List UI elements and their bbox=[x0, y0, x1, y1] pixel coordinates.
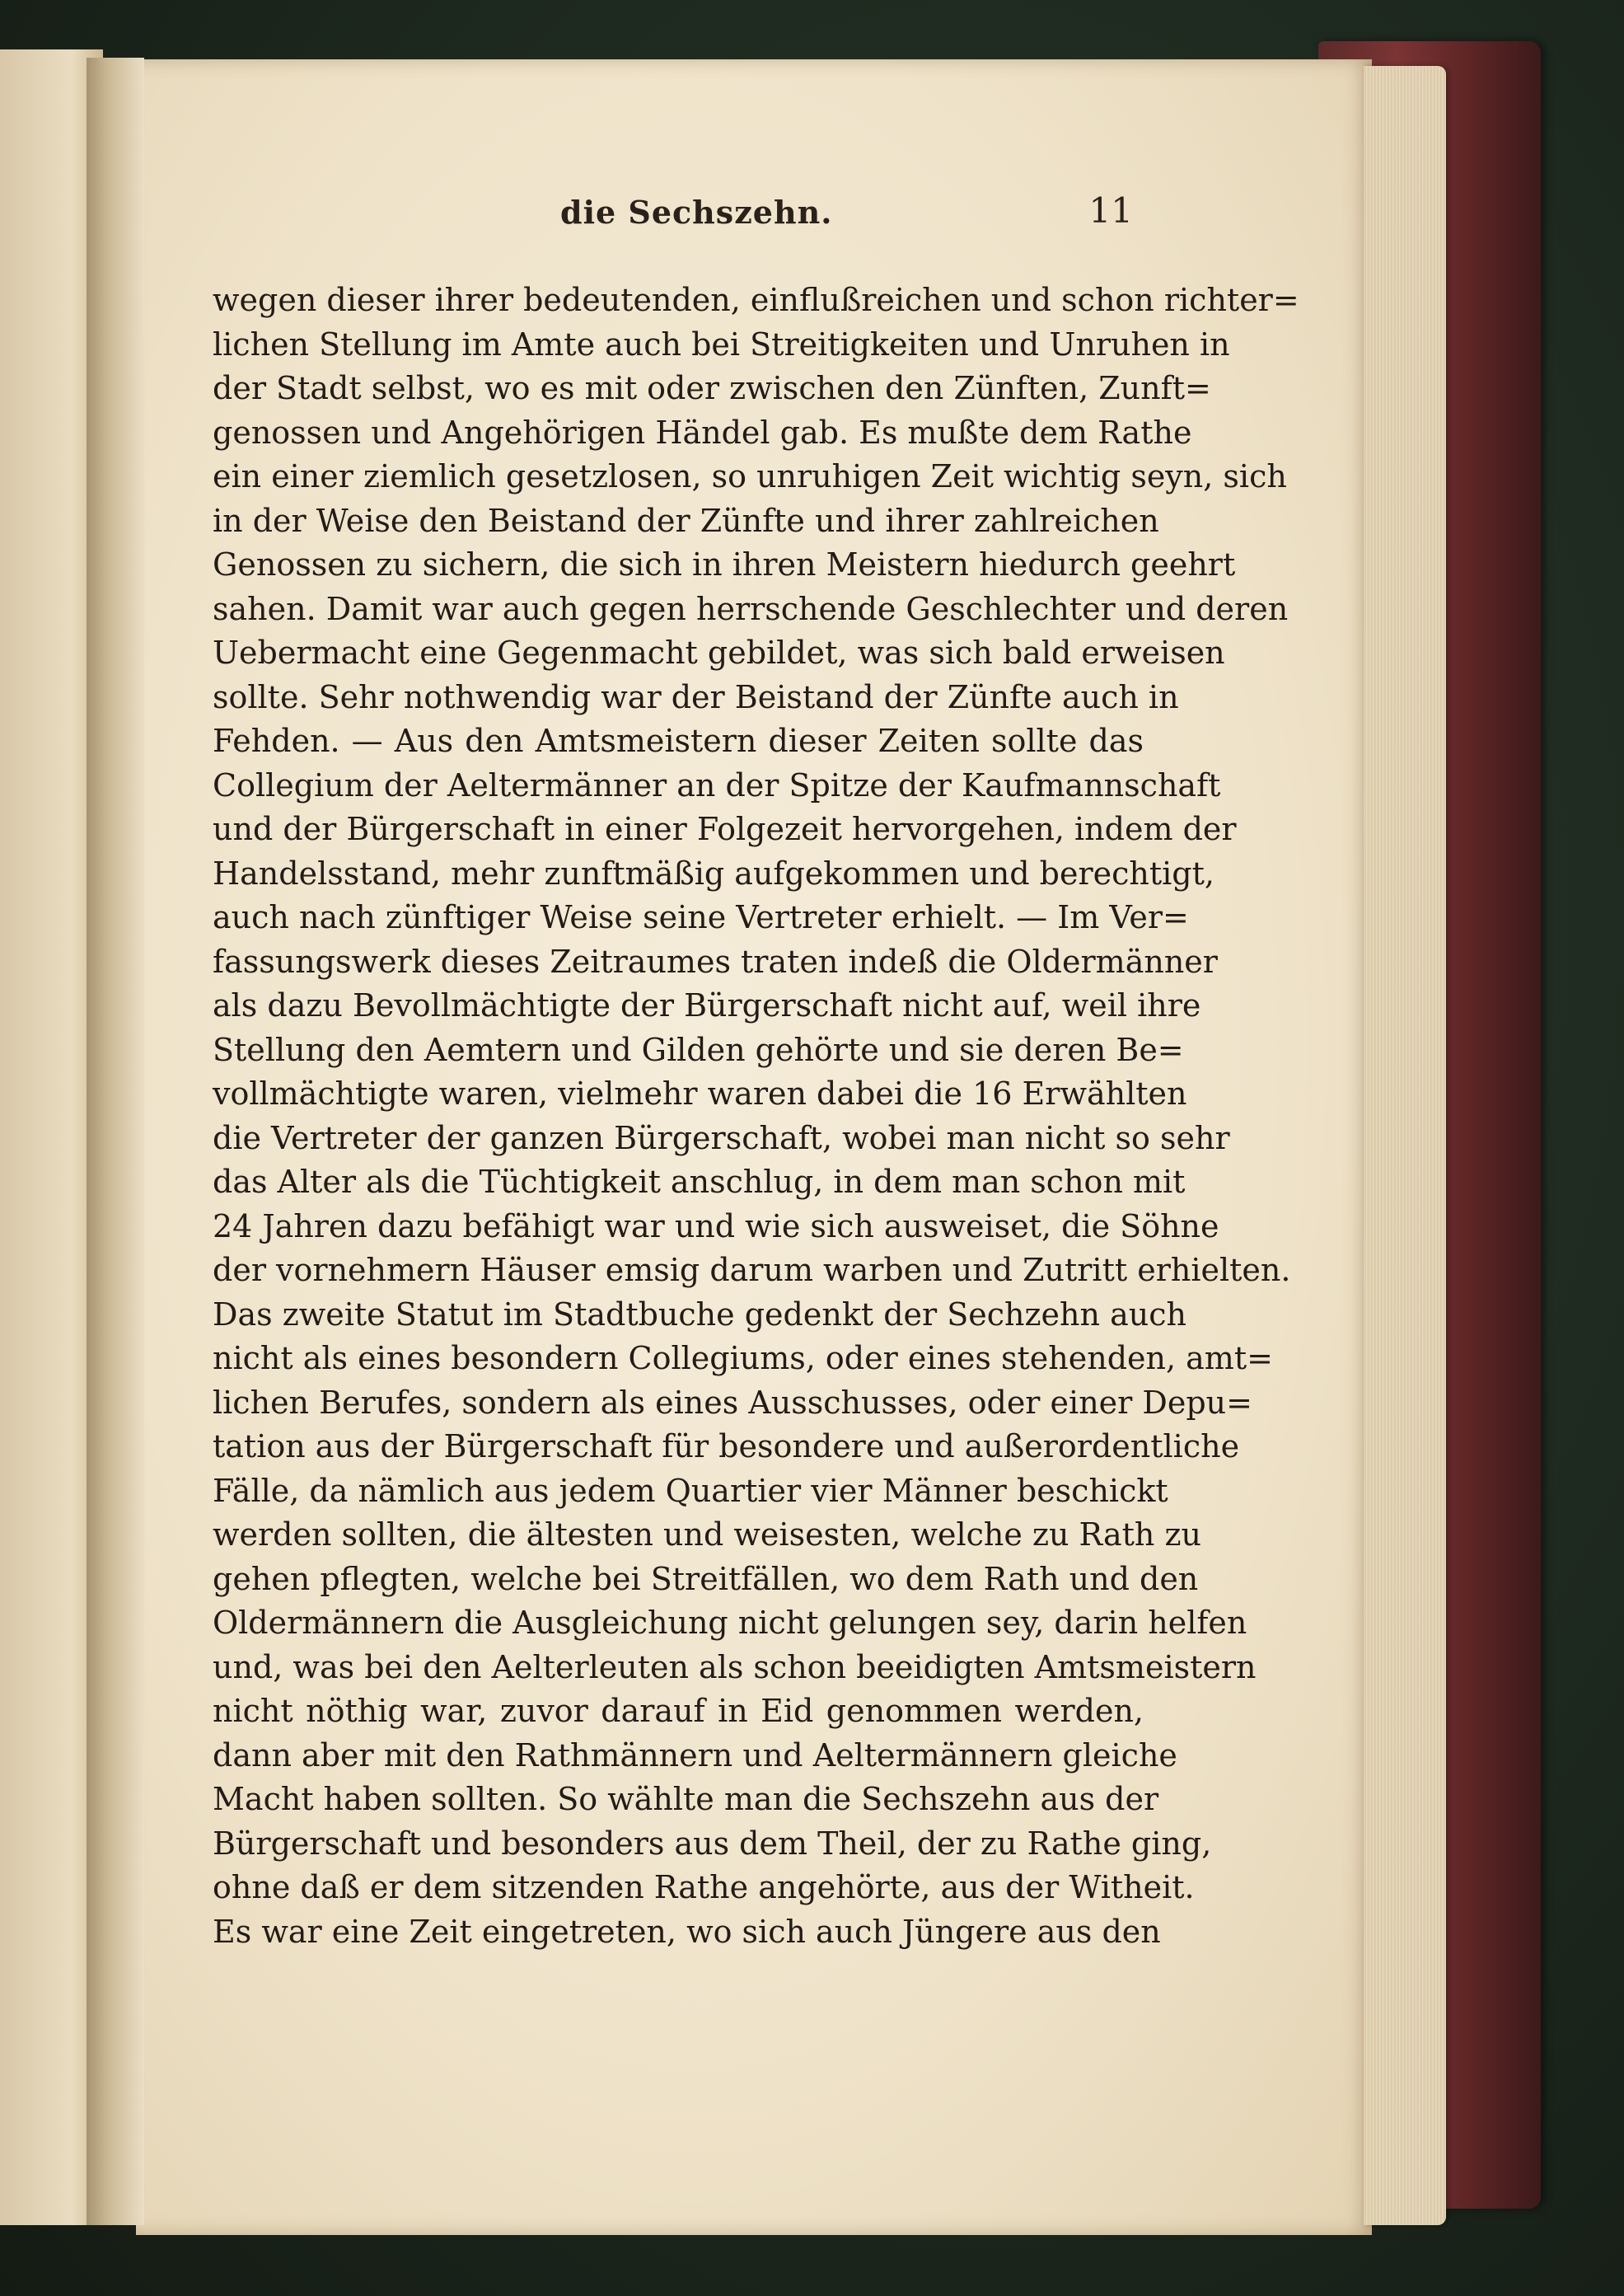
text-line: Oldermännern die Ausgleichung nicht gelungen sey, darin helfen bbox=[213, 1605, 1247, 1641]
text-line: genossen und Angehörigen Händel gab. Es mußte dem Rathe bbox=[213, 414, 1192, 451]
text-line: und, was bei den Aelterleuten als schon beeidigten Amtsmeistern bbox=[213, 1648, 1257, 1685]
text-line: tation aus der Bürgerschaft für besondere und außerordentliche bbox=[213, 1428, 1240, 1464]
text-line: das Alter als die Tüchtigkeit anschlug, in dem man schon mit bbox=[213, 1164, 1186, 1200]
text-line: Macht haben sollten. So wählte man die Sechszehn aus der bbox=[213, 1781, 1159, 1817]
text-line: wegen dieser ihrer bedeutenden, einflußreichen und schon richter= bbox=[213, 282, 1299, 318]
text-line: Stellung den Aemtern und Gilden gehörte und sie deren Be= bbox=[213, 1031, 1184, 1068]
page-number: 11 bbox=[1088, 190, 1133, 231]
text-line: Genossen zu sichern, die sich in ihren Meistern hiedurch geehrt bbox=[213, 546, 1236, 583]
text-line: nicht nöthig war, zuvor darauf in Eid genommen werden, bbox=[213, 1693, 1144, 1729]
page-stack-edges bbox=[1364, 66, 1446, 2225]
text-line: gehen pflegten, welche bei Streitfällen, wo dem Rath und den bbox=[213, 1560, 1199, 1597]
text-line: sahen. Damit war auch gegen herrschende Geschlechter und deren bbox=[213, 590, 1289, 627]
text-line: als dazu Bevollmächtigte der Bürgerschaft nicht auf, weil ihre bbox=[213, 987, 1201, 1024]
page-gutter bbox=[87, 58, 144, 2225]
text-line: Bürgerschaft und besonders aus dem Theil, der zu Rathe ging, bbox=[213, 1825, 1212, 1862]
text-line: lichen Stellung im Amte auch bei Streitigkeiten und Unruhen in bbox=[213, 326, 1230, 363]
text-line: Fehden. — Aus den Amtsmeistern dieser Zeiten sollte das bbox=[213, 723, 1144, 759]
text-line: Collegium der Aeltermänner an der Spitze der Kaufmannschaft bbox=[213, 766, 1221, 804]
running-title: die Sechszehn. bbox=[560, 194, 833, 231]
text-line: fassungswerk dieses Zeitraumes traten indeß die Oldermänner bbox=[213, 943, 1218, 980]
text-line: ohne daß er dem sitzenden Rathe angehörte, aus der Witheit. bbox=[213, 1869, 1195, 1905]
text-line: ein einer ziemlich gesetzlosen, so unruhigen Zeit wichtig seyn, sich bbox=[213, 458, 1287, 494]
text-line: und der Bürgerschaft in einer Folgezeit hervorgehen, indem der bbox=[213, 811, 1237, 847]
text-line: dann aber mit den Rathmännern und Aeltermännern gleiche bbox=[213, 1736, 1177, 1774]
text-line: der vornehmern Häuser emsig darum warben und Zutritt erhielten. bbox=[213, 1252, 1291, 1288]
text-line: lichen Berufes, sondern als eines Ausschusses, oder einer Depu= bbox=[213, 1384, 1252, 1421]
text-line: auch nach zünftiger Weise seine Vertreter erhielt. — Im Ver= bbox=[213, 899, 1189, 935]
text-line: Handelsstand, mehr zunftmäßig aufgekommen und berechtigt, bbox=[213, 855, 1214, 892]
text-line: Uebermacht eine Gegenmacht gebildet, was sich bald erweisen bbox=[213, 635, 1225, 671]
text-line: der Stadt selbst, wo es mit oder zwischen den Zünften, Zunft= bbox=[213, 370, 1211, 406]
body-text bbox=[213, 279, 1299, 1954]
text-line: vollmächtigte waren, vielmehr waren dabei die 16 Erwählten bbox=[213, 1075, 1187, 1112]
text-line: werden sollten, die ältesten und weisesten, welche zu Rath zu bbox=[213, 1516, 1201, 1553]
text-line: nicht als eines besondern Collegiums, oder eines stehenden, amt= bbox=[213, 1340, 1273, 1376]
text-line: die Vertreter der ganzen Bürgerschaft, wobei man nicht so sehr bbox=[213, 1119, 1230, 1156]
text-line: Fälle, da nämlich aus jedem Quartier vier Männer beschickt bbox=[213, 1472, 1168, 1509]
text-line: sollte. Sehr nothwendig war der Beistand der Zünfte auch in bbox=[213, 678, 1179, 715]
text-line: in der Weise den Beistand der Zünfte und ihrer zahlreichen bbox=[213, 502, 1159, 539]
page-header bbox=[206, 190, 1141, 243]
text-line: Das zweite Statut im Stadtbuche gedenkt der Sechzehn auch bbox=[213, 1296, 1186, 1333]
text-line: 24 Jahren dazu befähigt war und wie sich ausweiset, die Söhne bbox=[213, 1207, 1219, 1244]
text-line: Es war eine Zeit eingetreten, wo sich auch Jüngere aus den bbox=[213, 1913, 1161, 1950]
